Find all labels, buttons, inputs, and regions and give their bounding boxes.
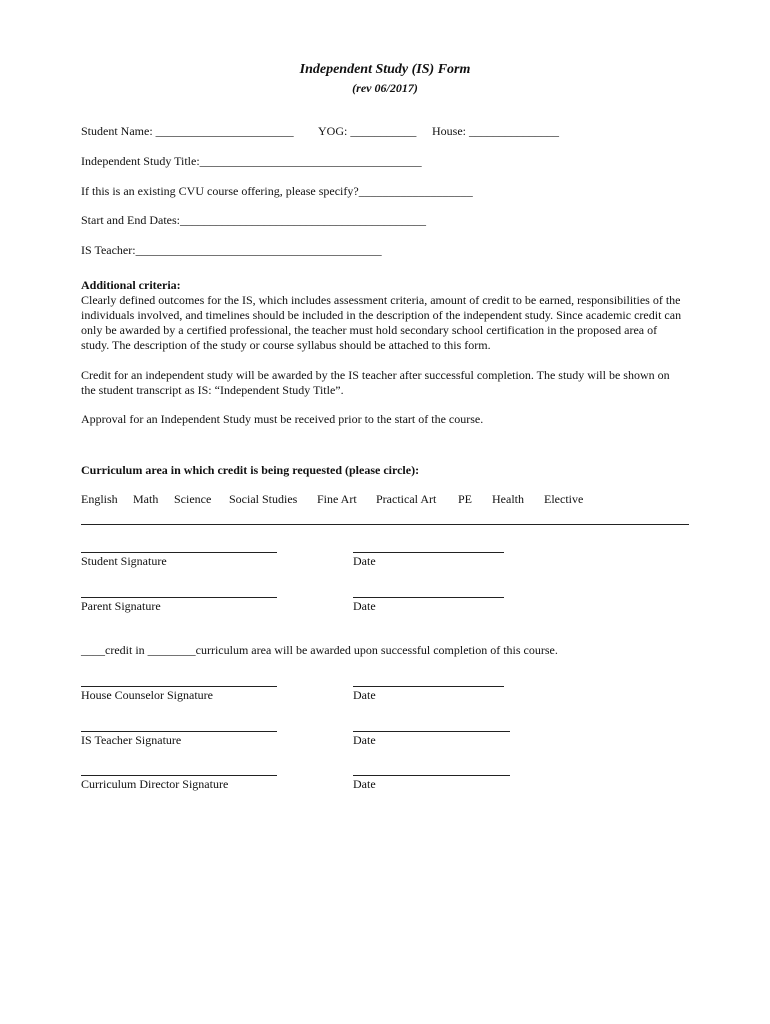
yog-field[interactable]: YOG: ___________ [318,124,417,138]
form-revision: (rev 06/2017) [352,81,418,95]
subject-list [81,492,583,507]
criteria-paragraph-2: Credit for an independent study will be awarded by the IS teacher after successful completion. The study will be shown on the student transcript as IS: “Independent Study Title”. [81,368,670,397]
criteria-paragraph-3: Approval for an Independent Study must be received prior to the start of the course. [81,412,484,426]
director-date-label: Date [353,777,376,791]
study-title-field[interactable]: Independent Study Title:_____________________________________ [81,154,422,168]
form-title: Independent Study (IS) Form [299,62,471,77]
student-name-field[interactable]: Student Name: _______________________ [81,124,294,138]
dates-field[interactable]: Start and End Dates:_________________________________________ [81,213,426,227]
counselor-signature-label: House Counselor Signature [81,688,213,702]
student-signature-line[interactable] [81,552,277,553]
subject-practical-art[interactable]: Practical Art [376,492,437,506]
subject-english[interactable]: English [81,492,118,506]
student-signature-label: Student Signature [81,554,167,568]
credit-statement[interactable]: ____credit in ________curriculum area will be awarded upon successful completion of this course. [81,643,558,657]
subject-fine-art[interactable]: Fine Art [317,492,357,506]
counselor-signature-line[interactable] [81,686,277,687]
curriculum-heading: Curriculum area in which credit is being requested (please circle): [81,463,420,477]
counselor-date-line[interactable] [353,686,504,687]
teacher-signature-line[interactable] [81,731,277,732]
director-signature-line[interactable] [81,775,277,776]
parent-date-label: Date [353,599,376,613]
subject-math[interactable]: Math [133,492,159,506]
house-field[interactable]: House: _______________ [432,124,559,138]
parent-signature-line[interactable] [81,597,277,598]
subject-pe[interactable]: PE [458,492,473,506]
parent-date-line[interactable] [353,597,504,598]
subject-social-studies[interactable]: Social Studies [229,492,298,506]
existing-course-field[interactable]: If this is an existing CVU course offering, please specify?___________________ [81,184,473,198]
teacher-signature-label: IS Teacher Signature [81,733,182,747]
student-date-line[interactable] [353,552,504,553]
subject-elective[interactable]: Elective [544,492,584,506]
parent-signature-label: Parent Signature [81,599,161,613]
criteria-heading: Additional criteria: [81,278,181,292]
student-date-label: Date [353,554,376,568]
counselor-date-label: Date [353,688,376,702]
subject-science[interactable]: Science [174,492,212,506]
subject-health[interactable]: Health [492,492,524,506]
criteria-paragraph-1: Clearly defined outcomes for the IS, which includes assessment criteria, amount of credit to be earned, responsibilities of the individuals involved, and timelines should be included in the description of the independent study. Since academic credit can only be awarded by a certified professional, the teacher must hold secondary school certification in the proposed area of study. The description of the study or course syllabus should be attached to this form. [81,293,682,352]
teacher-date-label: Date [353,733,376,747]
teacher-date-line[interactable] [353,731,510,732]
director-date-line[interactable] [353,775,510,776]
teacher-field[interactable]: IS Teacher:_________________________________________ [81,243,382,257]
director-signature-label: Curriculum Director Signature [81,777,229,791]
section-divider [81,515,689,525]
